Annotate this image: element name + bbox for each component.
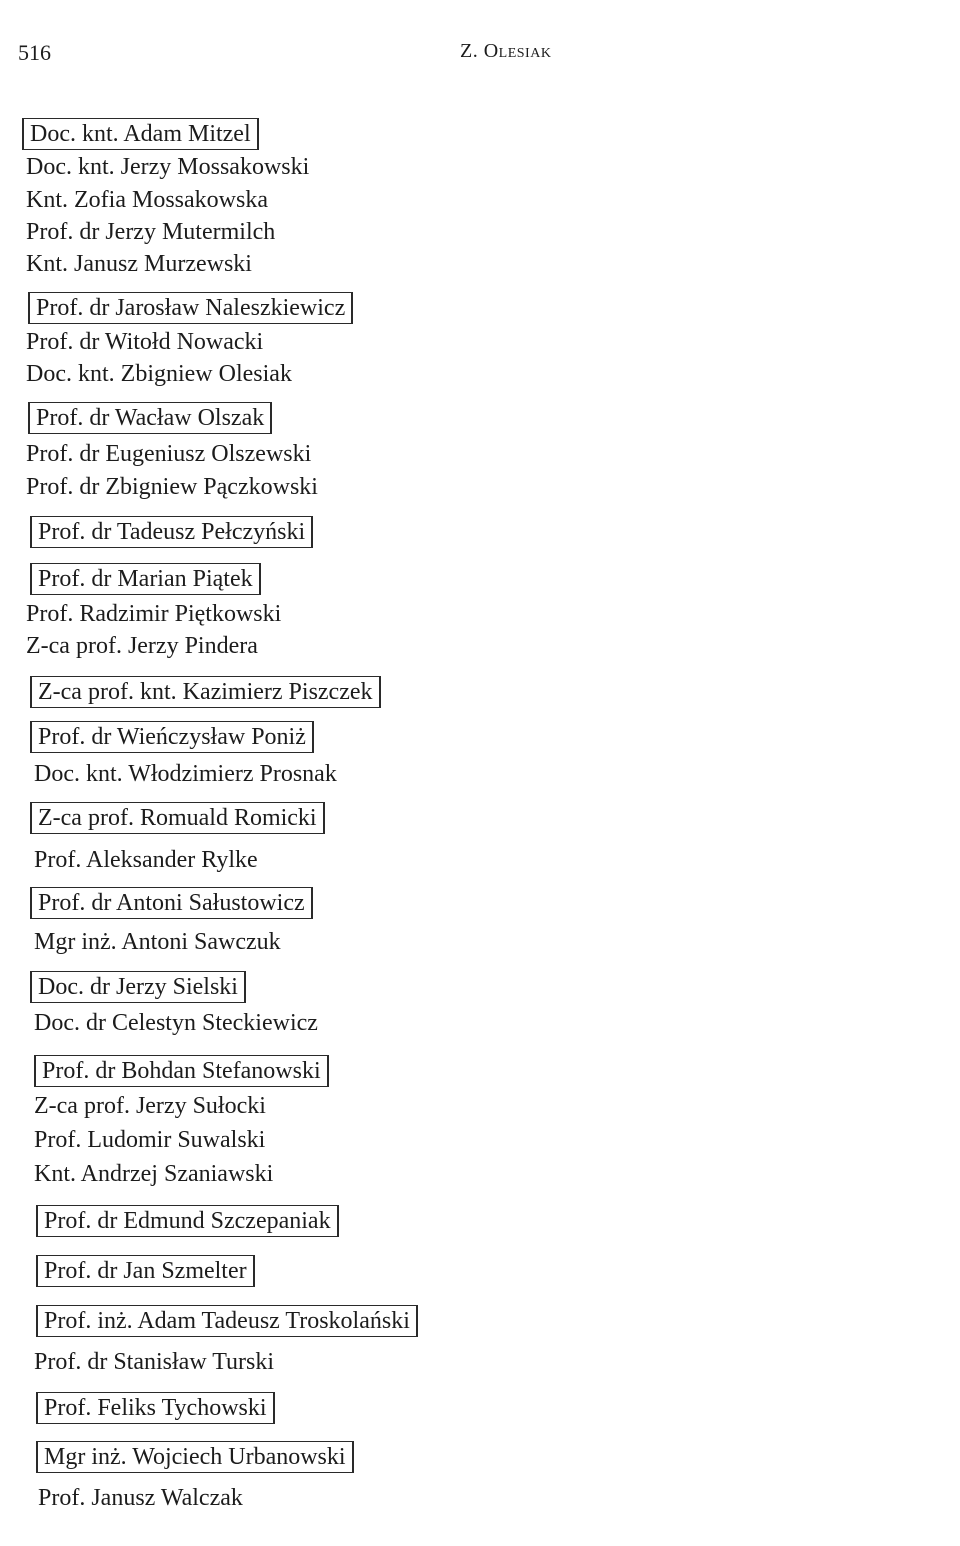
running-head-author: Z. Olesiak bbox=[460, 40, 552, 62]
list-item: Prof. inż. Adam Tadeusz Troskolański bbox=[36, 1305, 418, 1337]
list-item: Z-ca prof. Romuald Romicki bbox=[30, 802, 325, 834]
list-item: Prof. dr Eugeniusz Olszewski bbox=[26, 441, 312, 467]
list-item: Prof. Aleksander Rylke bbox=[34, 847, 258, 873]
list-item: Knt. Andrzej Szaniawski bbox=[34, 1161, 274, 1187]
list-item: Prof. dr Jerzy Mutermilch bbox=[26, 219, 276, 245]
list-item: Prof. dr Jarosław Naleszkiewicz bbox=[28, 292, 353, 324]
list-item: Z-ca prof. Jerzy Pindera bbox=[26, 633, 258, 659]
list-item: Z-ca prof. knt. Kazimierz Piszczek bbox=[30, 676, 381, 708]
list-item: Prof. dr Zbigniew Pączkowski bbox=[26, 474, 318, 500]
list-item: Prof. Radzimir Piętkowski bbox=[26, 601, 282, 627]
list-item: Prof. dr Jan Szmelter bbox=[36, 1255, 255, 1287]
list-item: Prof. Feliks Tychowski bbox=[36, 1392, 275, 1424]
list-item: Prof. Ludomir Suwalski bbox=[34, 1127, 266, 1153]
list-item: Doc. knt. Zbigniew Olesiak bbox=[26, 361, 292, 387]
list-item: Prof. dr Bohdan Stefanowski bbox=[34, 1055, 329, 1087]
list-item: Mgr inż. Wojciech Urbanowski bbox=[36, 1441, 354, 1473]
list-item: Doc. dr Celestyn Steckiewicz bbox=[34, 1010, 318, 1036]
list-item: Doc. knt. Włodzimierz Prosnak bbox=[34, 761, 337, 787]
page-number: 516 bbox=[18, 40, 51, 65]
list-item: Prof. dr Witołd Nowacki bbox=[26, 329, 264, 355]
list-item: Knt. Zofia Mossakowska bbox=[26, 187, 268, 213]
list-item: Prof. dr Wacław Olszak bbox=[28, 402, 272, 434]
list-item: Prof. dr Marian Piątek bbox=[30, 563, 261, 595]
list-item: Prof. dr Stanisław Turski bbox=[34, 1349, 275, 1375]
list-item: Z-ca prof. Jerzy Sułocki bbox=[34, 1093, 266, 1119]
list-item: Doc. dr Jerzy Sielski bbox=[30, 971, 246, 1003]
list-item: Doc. knt. Jerzy Mossakowski bbox=[26, 154, 310, 180]
list-item: Prof. dr Antoni Sałustowicz bbox=[30, 887, 313, 919]
list-item: Prof. dr Edmund Szczepaniak bbox=[36, 1205, 339, 1237]
list-item: Knt. Janusz Murzewski bbox=[26, 251, 252, 277]
list-item: Mgr inż. Antoni Sawczuk bbox=[34, 929, 281, 955]
list-item: Prof. Janusz Walczak bbox=[38, 1485, 243, 1511]
list-item: Prof. dr Tadeusz Pełczyński bbox=[30, 516, 313, 548]
list-item: Prof. dr Wieńczysław Poniż bbox=[30, 721, 314, 753]
list-item: Doc. knt. Adam Mitzel bbox=[22, 118, 259, 150]
